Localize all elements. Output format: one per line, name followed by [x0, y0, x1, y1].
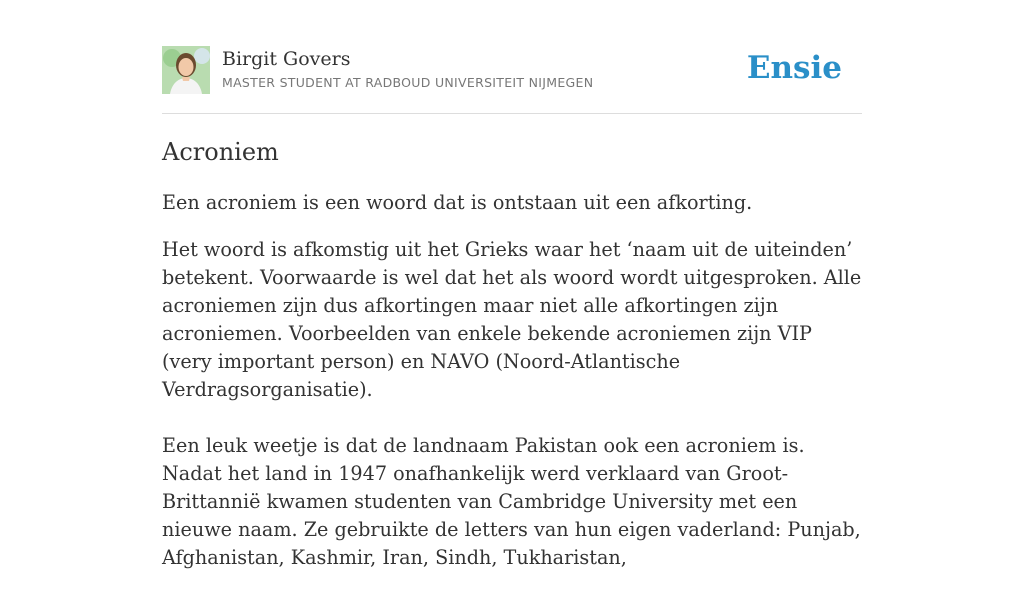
author-role: MASTER STUDENT AT RADBOUD UNIVERSITEIT NIJMEGEN: [222, 75, 594, 90]
author-header: [162, 46, 862, 96]
article-title: Acroniem: [162, 138, 279, 166]
ensie-logo[interactable]: Ensie: [746, 50, 842, 86]
article-paragraph: Een leuk weetje is dat de landnaam Pakistan ook een acroniem is. Nadat het land in 1947 onafhankelijk werd verklaard van Groot-Brittannië kwamen studenten van Cambridge University met een nieuwe naam. Ze gebruikte de letters van hun eigen vaderland: Punjab, Afghanistan, Kashmir, Iran, Sindh, Tukharistan,: [162, 434, 861, 569]
person-icon: [162, 46, 210, 94]
article-body: [162, 189, 862, 591]
author-name[interactable]: Birgit Govers: [222, 48, 351, 70]
author-avatar[interactable]: [162, 46, 210, 94]
article-paragraph: Een acroniem is een woord dat is ontstaan uit een afkorting.: [162, 191, 753, 214]
article-paragraph: Het woord is afkomstig uit het Grieks waar het ‘naam uit de uiteinden’ betekent. Voorwaarde is wel dat het als woord wordt uitgesproken. Alle acroniemen zijn dus afkortingen maar niet alle afkortingen zijn acroniemen. Voorbeelden van enkele bekende acroniemen zijn VIP (very important person) en NAVO (Noord-Atlantische Verdragsorganisatie).: [162, 238, 862, 401]
header-divider: [162, 113, 862, 114]
